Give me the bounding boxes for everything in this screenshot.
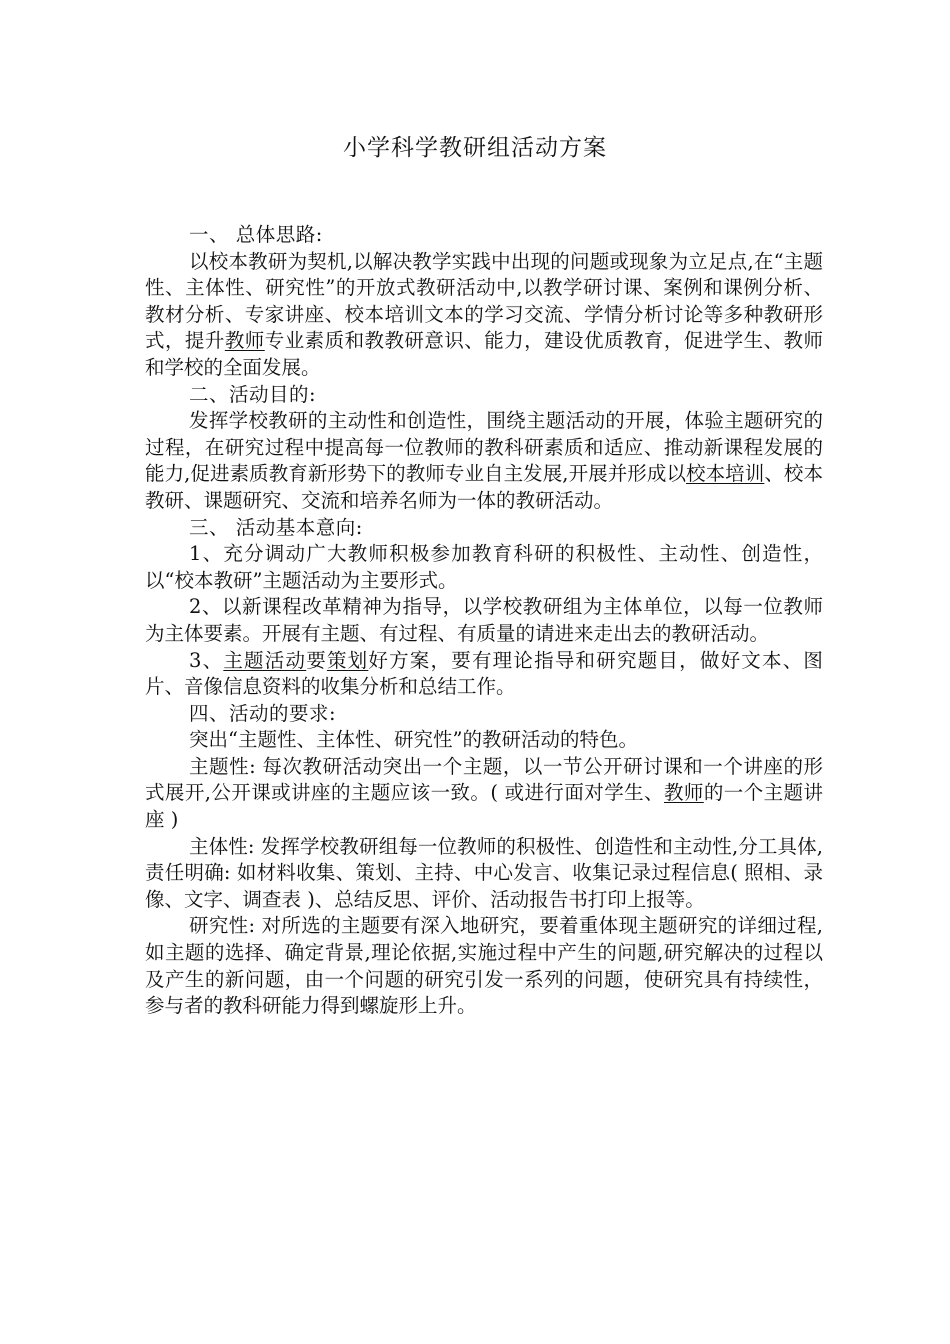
section-heading-2: 二、活动目的: — [189, 382, 317, 406]
underlined-term-theme-activity: 主题活动 — [223, 648, 307, 672]
document-title: 小学科学教研组活动方案 — [343, 135, 607, 161]
paragraph-item-2: 2、以新课程改革精神为指导，以学校教研组为主体单位，以每一位教师为主体要素。开展有主题、有过程、有质量的请进来走出去的教研活动。 — [145, 595, 823, 645]
paragraph-thematic: 主题性: 每次教研活动突出一个主题，以一节公开研讨课和一个讲座的形式展开,公开课或讲座的主题应该一致。( 或进行面对学生、教师的一个主题讲座 ) — [145, 754, 823, 832]
underlined-term-school-training: 校本培训 — [686, 462, 765, 486]
paragraph-research: 研究性: 对所选的主题要有深入地研究，要着重体现主题研究的详细过程,如主题的选择、确定背景,理论依据,实施过程中产生的问题,研究解决的过程以及产生的新问题，由一个问题的研究引发一系列的问题，使研究具有持续性，参与者的教科研能力得到螺旋形上升。 — [145, 914, 823, 1018]
section-heading-1: 一、 总体思路: — [189, 223, 323, 246]
underlined-term-planning: 策划 — [326, 648, 369, 672]
paragraph-item-1: 1、充分调动广大教师积极参加教育科研的积极性、主动性、创造性，以“校本教研”主题活动为主要形式。 — [145, 542, 823, 592]
paragraph-overall-idea: 以校本教研为契机,以解决教学实践中出现的问题或现象为立足点,在“主题性、主体性、研究性”的开放式教研活动中,以教学研讨课、案例和课例分析、教材分析、专家讲座、校本培训文本的学习交流、学情分析讨论等多种教研形式，提升教师专业素质和教教研意识、能力，建设优质教育，促进学生、教师和学校的全面发展。 — [145, 249, 823, 379]
paragraph-item-3: 3、主题活动要策划好方案，要有理论指导和研究题目，做好文本、图片、音像信息资料的收集分析和总结工作。 — [145, 648, 823, 699]
section-heading-3: 三、 活动基本意向: — [189, 515, 363, 539]
underlined-term-teacher-2: 教师 — [663, 781, 704, 805]
section-heading-4: 四、活动的要求: — [189, 701, 337, 725]
paragraph-subjectivity: 主体性: 发挥学校教研组每一位教师的积极性、创造性和主动性,分工具体,责任明确: 如材料收集、策划、主持、中心发言、收集记录过程信息( 照相、录像、文字、调查表 )、总结反思、评价、活动报告书打印上报等。 — [145, 834, 823, 911]
paragraph-purpose: 发挥学校教研的主动性和创造性，围绕主题活动的开展，体验主题研究的过程，在研究过程中提高每一位教师的教科研素质和适应、推动新课程发展的能力,促进素质教育新形势下的教师专业自主发展,开展并形成以校本培训、校本教研、课题研究、交流和培养名师为一体的教研活动。 — [145, 409, 823, 512]
paragraph-requirements-intro: 突出“主题性、主体性、研究性”的教研活动的特色。 — [189, 728, 638, 752]
underlined-term-teacher: 教师 — [224, 329, 265, 353]
document-body — [145, 222, 823, 1020]
